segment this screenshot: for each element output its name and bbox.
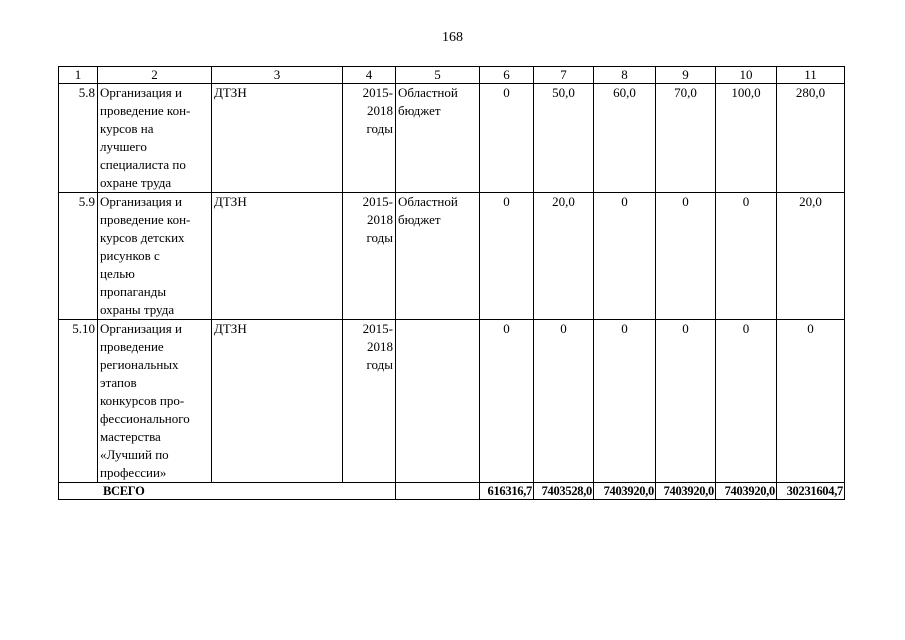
activity-name: Организация и проведение региональных этапов конкурсов про- фессионального мастерства «Лучший по профессии» [98,320,212,483]
column-header: 2 [98,67,212,84]
table-row [59,320,845,483]
amount-cell: 0 [777,320,845,483]
executor: ДТЗН [212,84,343,193]
period: 2015- 2018 годы [343,84,396,193]
funding-source: Областной бюджет [396,84,480,193]
total-label: ВСЕГО [59,483,396,500]
amount-cell: 20,0 [777,193,845,320]
amount-cell: 0 [594,193,656,320]
amount-cell: 0 [534,320,594,483]
total-amount: 7403920,0 [716,483,777,500]
item-number: 5.8 [59,84,98,193]
amount-cell: 70,0 [656,84,716,193]
program-table [58,66,845,500]
activity-name: Организация и проведение кон- курсов детских рисунков с целью пропаганды охраны труда [98,193,212,320]
total-amount: 30231604,7 [777,483,845,500]
amount-cell: 280,0 [777,84,845,193]
amount-cell: 0 [716,193,777,320]
amount-cell: 0 [656,193,716,320]
column-header: 10 [716,67,777,84]
executor: ДТЗН [212,193,343,320]
column-number-row [59,67,845,84]
amount-cell: 0 [480,193,534,320]
column-header: 6 [480,67,534,84]
amount-cell: 60,0 [594,84,656,193]
column-header: 4 [343,67,396,84]
activity-name: Организация и проведение кон- курсов на лучшего специалиста по охране труда [98,84,212,193]
amount-cell: 0 [480,84,534,193]
page-number: 168 [442,30,463,45]
total-amount: 7403528,0 [534,483,594,500]
item-number: 5.10 [59,320,98,483]
column-header: 3 [212,67,343,84]
amount-cell: 0 [594,320,656,483]
total-empty-cell [396,483,480,500]
table-row [59,84,845,193]
executor: ДТЗН [212,320,343,483]
column-header: 9 [656,67,716,84]
column-header: 7 [534,67,594,84]
total-amount: 616316,7 [480,483,534,500]
amount-cell: 0 [480,320,534,483]
item-number: 5.9 [59,193,98,320]
funding-source: Областной бюджет [396,193,480,320]
total-amount: 7403920,0 [594,483,656,500]
funding-source [396,320,480,483]
column-header: 5 [396,67,480,84]
amount-cell: 0 [656,320,716,483]
column-header: 8 [594,67,656,84]
total-row [59,483,845,500]
period: 2015- 2018 годы [343,193,396,320]
amount-cell: 50,0 [534,84,594,193]
total-amount: 7403920,0 [656,483,716,500]
amount-cell: 0 [716,320,777,483]
amount-cell: 100,0 [716,84,777,193]
column-header: 11 [777,67,845,84]
amount-cell: 20,0 [534,193,594,320]
table-row [59,193,845,320]
period: 2015- 2018 годы [343,320,396,483]
column-header: 1 [59,67,98,84]
